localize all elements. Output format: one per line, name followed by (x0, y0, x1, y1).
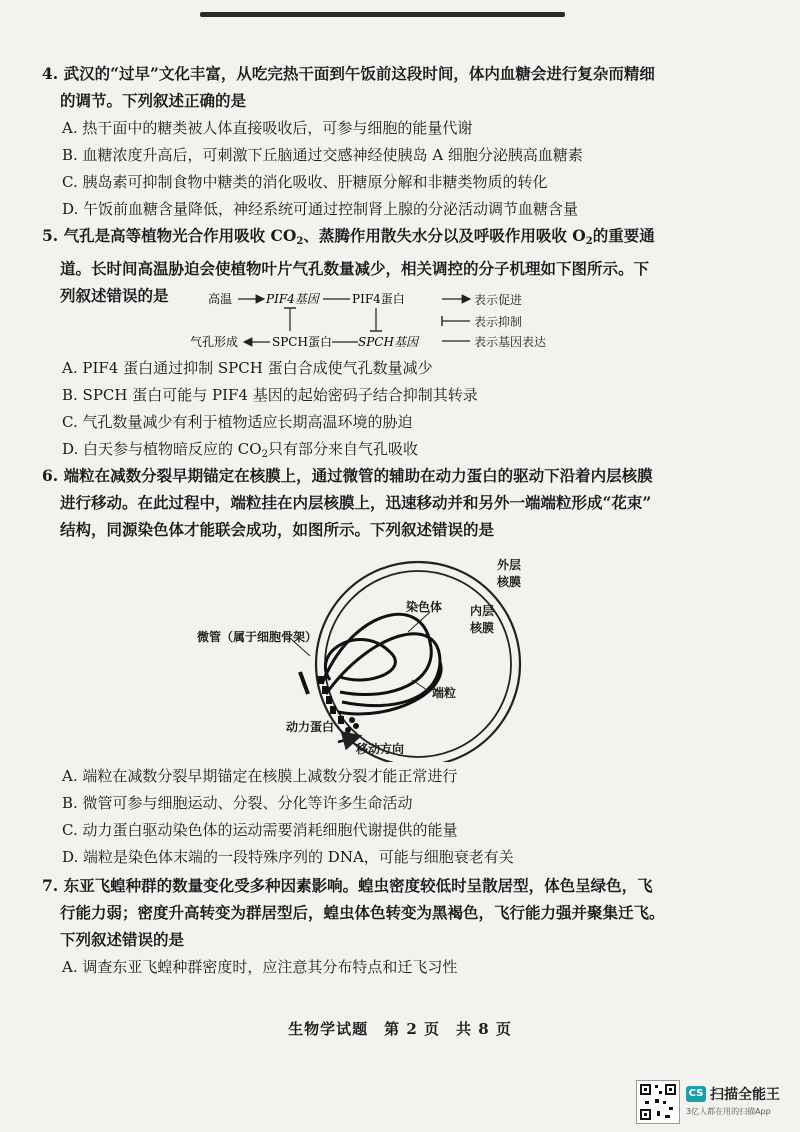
subscript: 2 (585, 236, 593, 247)
scanner-watermark (636, 1080, 796, 1124)
question-number: 4. (42, 64, 59, 83)
label-text: 外层 (497, 558, 522, 572)
stem-text: 气孔是高等植物光合作用吸收 CO (63, 226, 297, 245)
subscript: 2 (261, 449, 268, 460)
label-spch-gene: SPCH基因 (358, 335, 418, 349)
label-microtubule: 微管（属于细胞骨架） (197, 630, 318, 644)
stem-text: 、蒸腾作用散失水分以及呼吸作用吸收 O (303, 226, 586, 245)
watermark-subtitle: 3亿人都在用的扫描App (686, 1107, 771, 1116)
stem-text: 行能力弱；密度升高转变为群居型后，蝗虫体色转变为黑褐色，飞行能力强并聚集迁飞。 (60, 903, 665, 922)
label-outer-membrane (497, 556, 521, 590)
cs-logo-icon: CS (686, 1086, 706, 1102)
label-text: 核膜 (470, 621, 495, 635)
stem-text: 进行移动。在此过程中，端粒挂在内层核膜上，迅速移动并和另外一端端粒形成“花束” (60, 493, 652, 512)
legend-inhibit: 表示抑制 (474, 315, 523, 329)
option-c: C. 胰岛素可抑制食物中糖类的消化吸收、肝糖原分解和非糖类物质的转化 (62, 173, 548, 191)
option-text: D. 白天参与植物暗反应的 CO (62, 440, 262, 458)
label-text: 核膜 (497, 575, 522, 589)
option-b: B. 微管可参与细胞运动、分裂、分化等许多生命活动 (62, 794, 413, 812)
qr-pattern (637, 1081, 679, 1123)
label-telomere: 端粒 (432, 686, 457, 700)
stem-text: 东亚飞蝗种群的数量变化受多种因素影响。蝗虫密度较低时呈散居型，体色呈绿色，飞 (63, 876, 653, 895)
watermark-title: 扫描全能王 (710, 1087, 780, 1103)
leader-line (412, 680, 430, 692)
question-number: 5. (42, 226, 59, 245)
label-pif4-protein: PIF4蛋白 (352, 292, 405, 306)
stem-text: 下列叙述错误的是 (60, 930, 185, 949)
option-a: A. 热干面中的糖类被人体直接吸收后，可参与细胞的能量代谢 (62, 119, 473, 137)
subscript: 2 (296, 236, 304, 247)
label-direction: 移动方向 (356, 742, 405, 756)
question-number: 7. (42, 876, 59, 895)
stem-text: 的调节。下列叙述正确的是 (60, 91, 247, 110)
stem-text: 结构，同源染色体才能联会成功，如图所示。下列叙述错误的是 (60, 520, 495, 539)
label-inner-membrane (470, 602, 494, 636)
page-footer: 生物学试题 第 2 页 共 8 页 (288, 1020, 512, 1038)
top-rule (200, 12, 565, 17)
option-a: A. PIF4 蛋白通过抑制 SPCH 蛋白合成使气孔数量减少 (62, 359, 433, 377)
option-c: C. 气孔数量减少有利于植物适应长期高温环境的胁迫 (62, 413, 413, 431)
option-b: B. 血糖浓度升高后，可刺激下丘脑通过交感神经使胰岛 A 细胞分泌胰高血糖素 (62, 146, 583, 164)
label-text: 内层 (470, 604, 495, 618)
option-text: 只有部分来自气孔吸收 (267, 440, 418, 458)
option-a: A. 调查东亚飞蝗种群密度时，应注意其分布特点和迁飞习性 (62, 958, 458, 976)
qr-code-icon (636, 1080, 680, 1124)
label-chromosome: 染色体 (406, 600, 443, 614)
option-b: B. SPCH 蛋白可能与 PIF4 基因的起始密码子结合抑制其转录 (62, 386, 478, 404)
option-a: A. 端粒在减数分裂早期锚定在核膜上减数分裂才能正常进行 (62, 767, 458, 785)
label-high-temp: 高温 (208, 292, 233, 306)
option-d: D. 端粒是染色体末端的一段特殊序列的 DNA，可能与细胞衰老有关 (62, 848, 514, 866)
option-d: D. 午饭前血糖含量降低，神经系统可通过控制肾上腺的分泌活动调节血糖含量 (62, 200, 579, 218)
microtubule (300, 672, 308, 694)
stem-text: 道。长时间高温胁迫会使植物叶片气孔数量减少，相关调控的分子机理如下图所示。下 (60, 259, 650, 278)
legend-expression: 表示基因表达 (474, 335, 547, 349)
label-spch-protein: SPCH蛋白 (272, 335, 332, 349)
chromosomes (322, 614, 441, 714)
question-number: 6. (42, 466, 59, 485)
stem-text: 端粒在减数分裂早期锚定在核膜上，通过微管的辅助在动力蛋白的驱动下沿着内层核膜 (63, 466, 653, 485)
stem-text: 的重要通 (592, 226, 655, 245)
question-4 (42, 60, 752, 114)
option-c: C. 动力蛋白驱动染色体的运动需要消耗细胞代谢提供的能量 (62, 821, 458, 839)
question-6 (42, 462, 752, 543)
label-stomata: 气孔形成 (190, 335, 239, 349)
nucleus-diagram (190, 552, 550, 762)
label-dynein: 动力蛋白 (286, 720, 335, 734)
legend-promote: 表示促进 (474, 293, 523, 307)
legend-symbols (440, 290, 476, 350)
label-pif4-gene: PIF4基因 (266, 292, 319, 306)
stem-text: 列叙述错误的是 (60, 286, 169, 305)
question-7 (42, 872, 752, 953)
stem-text: 武汉的“过早”文化丰富，从吃完热干面到午饭前这段时间，体内血糖会进行复杂而精细 (63, 64, 655, 83)
